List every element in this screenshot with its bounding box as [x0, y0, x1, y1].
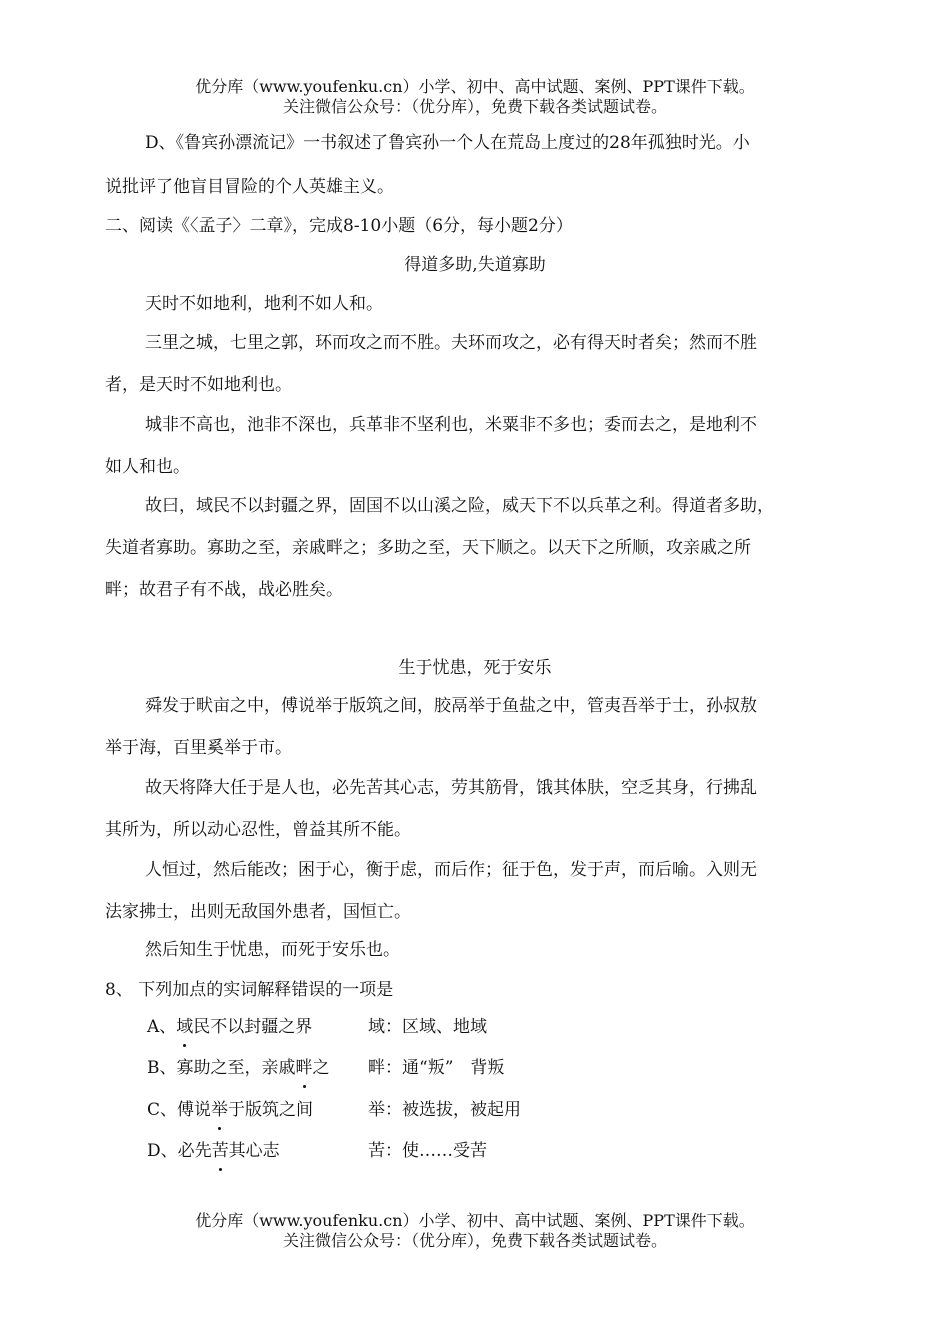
- option-a-answer: 域：区域、地域: [368, 1017, 487, 1037]
- passage2-p3-line2: 法家拂士，出则无敌国外患者，国恒亡。: [105, 902, 411, 922]
- intro-option-d-line1: D、《鲁宾孙漂流记》一书叙述了鲁宾孙一个人在荒岛上度过的28年孤独时光。小: [145, 133, 750, 153]
- passage1-p4-line3: 畔；故君子有不战，战必胜矣。: [105, 580, 343, 600]
- passage1-p2-line2: 者，是天时不如地利也。: [105, 375, 292, 395]
- header-line-2: 关注微信公众号：（优分库），免费下载各类试题试卷。: [282, 97, 667, 116]
- footer-line-2: 关注微信公众号：（优分库），免费下载各类试题试卷。: [282, 1231, 667, 1250]
- option-a: A、域民不以封疆之界: [147, 1012, 312, 1037]
- option-d-answer: 苦：使……受苦: [368, 1141, 487, 1161]
- footer-line-1: 优分库（www.youfenku.cn）小学、初中、高中试题、案例、PPT课件下载。: [195, 1211, 755, 1230]
- option-c: C、傅说举于版筑之间: [147, 1095, 313, 1120]
- passage1-p1: 天时不如地利，地利不如人和。: [145, 294, 383, 314]
- section-heading: 二、阅读《〈孟子〉二章》，完成8-10小题（6分，每小题2分）: [105, 216, 573, 236]
- passage1-p4-line2: 失道者寡助。寡助之至，亲戚畔之；多助之至，天下顺之。以天下之所顺，攻亲戚之所: [105, 538, 751, 558]
- passage2-p1-line1: 舜发于畎亩之中，傅说举于版筑之间，胶鬲举于鱼盐之中，管夷吾举于士，孙叔敖: [145, 696, 757, 716]
- option-d: D、必先苦其心志: [147, 1136, 280, 1161]
- passage2-p3-line1: 人恒过，然后能改；困于心，衡于虑，而后作；征于色，发于声，而后喻。入则无: [145, 860, 757, 880]
- option-b: B、寡助之至，亲戚畔之: [147, 1053, 330, 1078]
- dotted-word: 域: [176, 1012, 193, 1037]
- question8-stem: 8、 下列加点的实词解释错误的一项是: [105, 980, 394, 1000]
- dotted-word: 举: [211, 1095, 228, 1120]
- passage1-p3-line1: 城非不高也，池非不深也，兵革非不坚利也，米粟非不多也；委而去之，是地利不: [145, 415, 757, 435]
- intro-option-d-line2: 说批评了他盲目冒险的个人英雄主义。: [105, 177, 394, 197]
- option-b-answer: 畔：通“叛” 背叛: [368, 1058, 505, 1078]
- passage2-p2-line2: 其所为，所以动心忍性，曾益其所不能。: [105, 820, 411, 840]
- passage2-p4: 然后知生于忧患，而死于安乐也。: [145, 940, 400, 960]
- header-line-1: 优分库（www.youfenku.cn）小学、初中、高中试题、案例、PPT课件下载。: [195, 77, 755, 96]
- passage2-title: 生于忧患，死于安乐: [398, 658, 552, 678]
- passage2-p1-line2: 举于海，百里奚举于市。: [105, 738, 292, 758]
- passage1-p3-line2: 如人和也。: [105, 457, 190, 477]
- passage1-p4-line1: 故曰，域民不以封疆之界，固国不以山溪之险，威天下不以兵革之利。得道者多助，: [145, 496, 774, 516]
- option-c-answer: 举：被选拔，被起用: [368, 1100, 521, 1120]
- passage1-p2-line1: 三里之城，七里之郭，环而攻之而不胜。夫环而攻之，必有得天时者矣；然而不胜: [145, 333, 757, 353]
- dotted-word: 苦: [212, 1136, 229, 1161]
- passage1-title: 得道多助,失道寡助: [404, 255, 546, 275]
- dotted-word: 畔: [296, 1053, 313, 1078]
- passage2-p2-line1: 故天将降大任于是人也，必先苦其心志，劳其筋骨，饿其体肤，空乏其身，行拂乱: [145, 778, 757, 798]
